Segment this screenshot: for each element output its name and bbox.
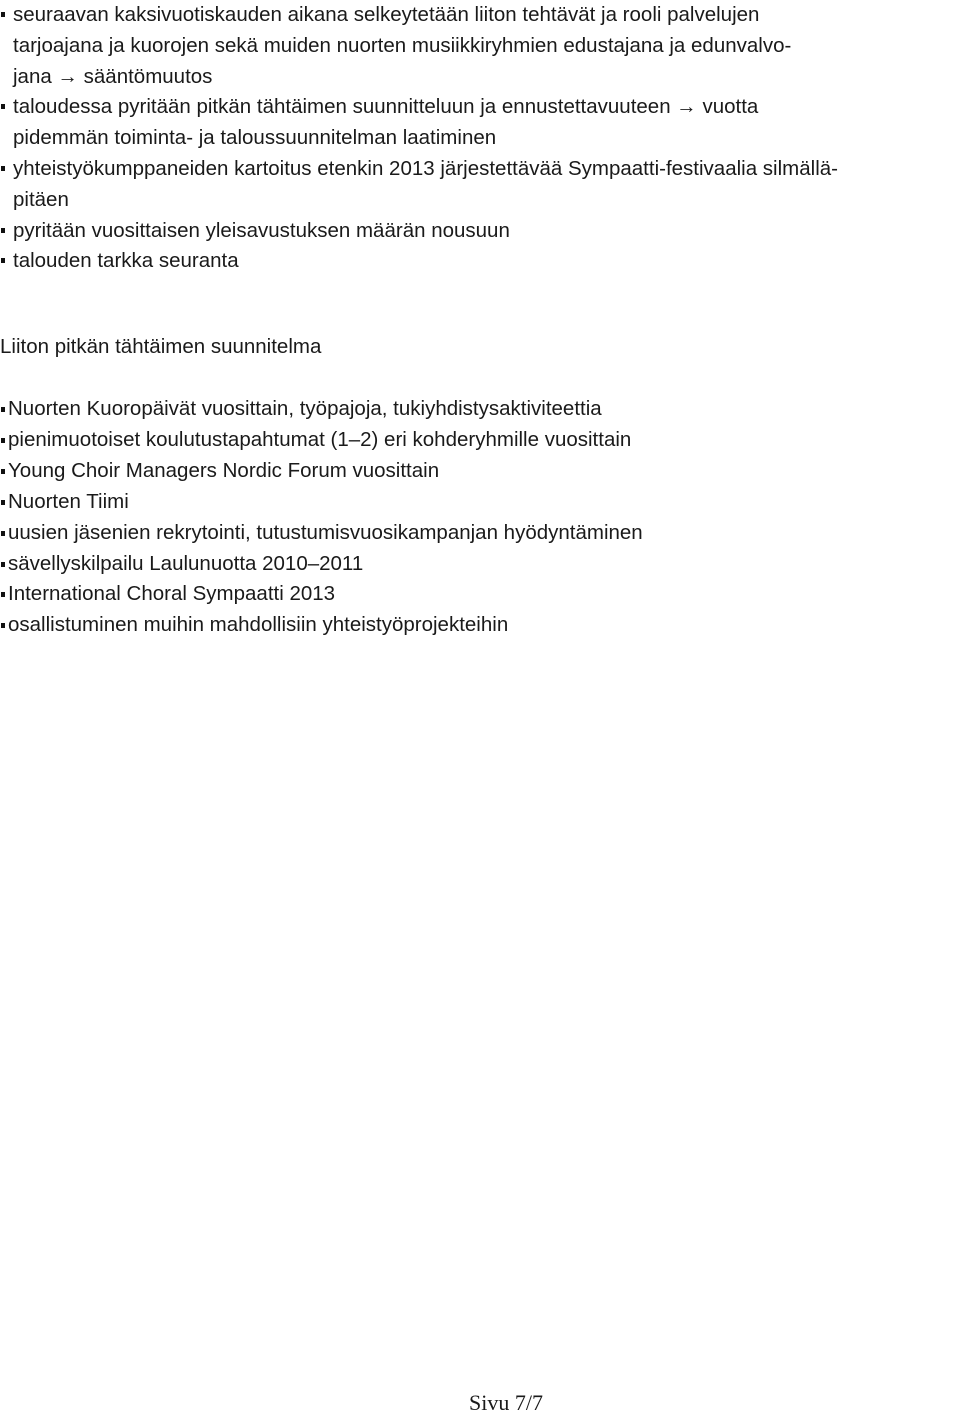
square-bullet-icon: [1, 228, 5, 233]
list-item-text: Nuorten Kuoropäivät vuosittain, työpajoja, tukiyhdistysaktiviteettia: [8, 397, 602, 420]
plan-bullet-list: [0, 394, 960, 641]
list-item: [0, 0, 960, 92]
list-item: [0, 549, 960, 580]
list-item: [0, 394, 960, 425]
list-item-line: yhteistyökumppaneiden kartoitus etenkin 2013 järjestettävää Sympaatti-festivaalia silmällä-: [13, 156, 838, 180]
square-bullet-icon: [1, 592, 5, 597]
list-item-text: Young Choir Managers Nordic Forum vuosittain: [8, 458, 440, 482]
list-item-line: talouden tarkka seuranta: [13, 249, 239, 273]
list-item: [0, 456, 960, 487]
section-heading: Liiton pitkän tähtäimen suunnitelma: [0, 335, 322, 358]
list-item: [0, 425, 960, 456]
list-item-text: International Choral Sympaatti 2013: [8, 582, 336, 606]
square-bullet-icon: [1, 469, 5, 474]
list-item: [0, 610, 960, 641]
list-item-line: tarjoajana ja kuorojen sekä muiden nuorten musiikkiryhmien edustajana ja edunvalvo-: [13, 33, 792, 57]
list-item-line: pitäen: [13, 187, 69, 211]
square-bullet-icon: [1, 438, 5, 443]
list-item: [0, 92, 960, 154]
list-item: [0, 579, 960, 610]
square-bullet-icon: [1, 12, 5, 17]
square-bullet-icon: [1, 258, 5, 263]
list-item-line: pyritään vuosittaisen yleisavustuksen määrän nousuun: [13, 218, 510, 242]
list-item-text: uusien jäsenien rekrytointi, tutustumisvuosikampanjan hyödyntäminen: [8, 520, 643, 544]
square-bullet-icon: [1, 562, 5, 567]
list-item-text: osallistuminen muihin mahdollisiin yhteistyöprojekteihin: [8, 613, 509, 637]
square-bullet-icon: [1, 166, 5, 171]
square-bullet-icon: [1, 623, 5, 628]
list-item: [0, 154, 960, 216]
list-item: [0, 518, 960, 549]
page-number: Sivu 7/7: [469, 1390, 543, 1415]
list-item: [0, 487, 960, 518]
list-item: [0, 246, 960, 277]
list-item-line: seuraavan kaksivuotiskauden aikana selkeytetään liiton tehtävät ja rooli palvelujen: [13, 3, 760, 26]
list-item-line: taloudessa pyritään pitkän tähtäimen suunnitteluun ja ennustettavuuteen → vuotta: [13, 95, 759, 119]
square-bullet-icon: [1, 531, 5, 536]
top-bullet-list: [0, 0, 960, 277]
list-item-text: Nuorten Tiimi: [8, 489, 129, 513]
list-item: [0, 216, 960, 247]
list-item-line: pidemmän toiminta- ja taloussuunnitelman laatiminen: [13, 126, 497, 150]
list-item-text: pienimuotoiset koulutustapahtumat (1–2) eri kohderyhmille vuosittain: [8, 427, 632, 451]
list-item-line: jana → sääntömuutos: [13, 64, 213, 88]
square-bullet-icon: [1, 407, 5, 412]
list-item-text: sävellyskilpailu Laulunuotta 2010–2011: [8, 551, 364, 575]
square-bullet-icon: [1, 500, 5, 505]
square-bullet-icon: [1, 104, 5, 109]
